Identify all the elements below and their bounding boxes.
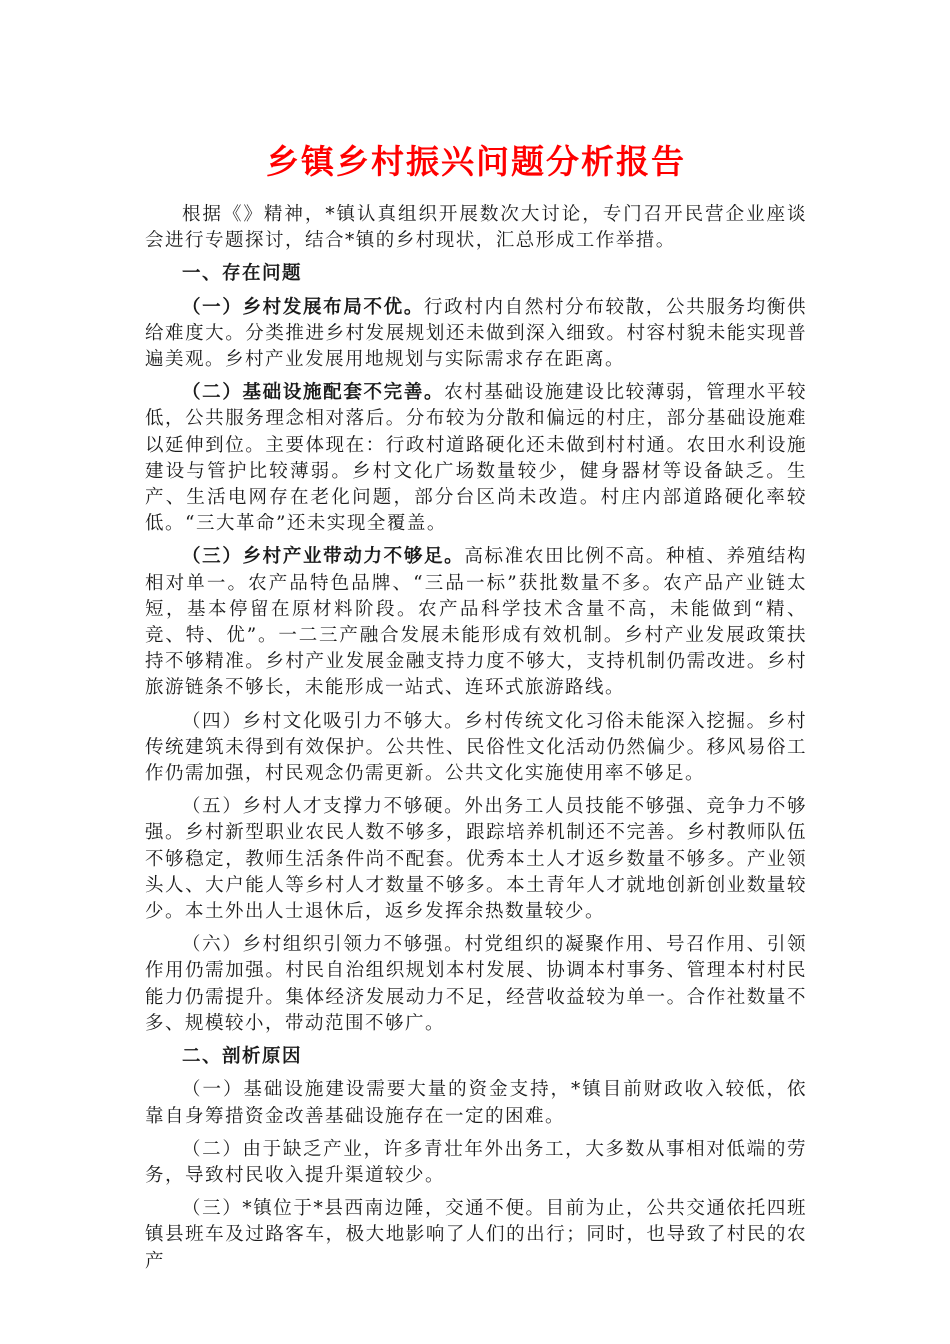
problem-item-lead: （一）乡村发展布局不优。 (182, 296, 424, 318)
cause-item: （二）由于缺乏产业，许多青壮年外出务工，大多数从事相对低端的劳务，导致村民收入提升渠道较少。 (145, 1138, 807, 1186)
intro-paragraph: 根据《》精神，*镇认真组织开展数次大讨论，专门召开民营企业座谈会进行专题探讨，结合*镇的乡村现状，汇总形成工作举措。 (145, 204, 807, 252)
problem-item: （五）乡村人才支撑力不够硬。外出务工人员技能不够强、竞争力不够强。乡村新型职业农民人数不够多，跟踪培养机制还不完善。乡村教师队伍不够稳定，教师生活条件尚不配套。优秀本土人才返乡数量不够多。产业领头人、大户能人等乡村人才数量不够多。本土青年人才就地创新创业数量较少。本土外出人士退休后，返乡发挥余热数量较少。 (145, 796, 807, 923)
problem-item: （六）乡村组织引领力不够强。村党组织的凝聚作用、号召作用、引领作用仍需加强。村民自治组织规划本村发展、协调本村事务、管理本村村民能力仍需提升。集体经济发展动力不足，经营收益较为单一。合作社数量不多、规模较小，带动范围不够广。 (145, 934, 807, 1034)
problem-item: （四）乡村文化吸引力不够大。乡村传统文化习俗未能深入挖掘。乡村传统建筑未得到有效保护。公共性、民俗性文化活动仍然偏少。移风易俗工作仍需加强，村民观念仍需更新。公共文化实施使用率不够足。 (145, 710, 807, 785)
section-heading-problems: 一、存在问题 (182, 263, 303, 285)
problem-item-text: 农村基础设施建设比较薄弱，管理水平较低，公共服务理念相对落后。分布较为分散和偏远的村庄，部分基础设施难以延伸到位。主要体现在：行政村道路硬化还未做到村村通。农田水利设施建设与管护比较薄弱。乡村文化广场数量较少，健身器材等设备缺乏。生产、生活电网存在老化问题，部分台区尚未改造。村庄内部道路硬化率较低。“三大革命”还未实现全覆盖。 (145, 382, 807, 535)
problem-item (145, 544, 807, 701)
document-title: 乡镇乡村振兴问题分析报告 (266, 142, 686, 181)
section-heading-causes: 二、剖析原因 (182, 1046, 303, 1068)
cause-item: （三）*镇位于*县西南边陲，交通不便。目前为止，公共交通依托四班镇县班车及过路客车，极大地影响了人们的出行；同时，也导致了村民的农产 (145, 1198, 807, 1272)
problem-item (145, 295, 807, 374)
problem-item-text: 行政村内自然村分布较散，公共服务均衡供给难度大。分类推进乡村发展规划还未做到深入细致。村容村貌未能实现普遍美观。乡村产业发展用地规划与实际需求存在距离。 (145, 296, 807, 371)
problem-item (145, 380, 807, 537)
cause-item: （一）基础设施建设需要大量的资金支持，*镇目前财政收入较低，依靠自身筹措资金改善基础设施存在一定的困难。 (145, 1079, 807, 1127)
problem-item-lead: （三）乡村产业带动力不够足。 (182, 546, 465, 568)
problem-item-lead: （二）基础设施配套不完善。 (182, 382, 445, 404)
problem-item-text: 高标准农田比例不高。种植、养殖结构相对单一。农产品特色品牌、“三品一标”获批数量不多。农产品产业链太短，基本停留在原材料阶段。农产品科学技术含量不高，未能做到“精、竞、特、优”。一二三产融合发展未能形成有效机制。乡村产业发展政策扶持不够精准。乡村产业发展金融支持力度不够大，支持机制仍需改进。乡村旅游链条不够长，未能形成一站式、连环式旅游路线。 (145, 546, 807, 699)
